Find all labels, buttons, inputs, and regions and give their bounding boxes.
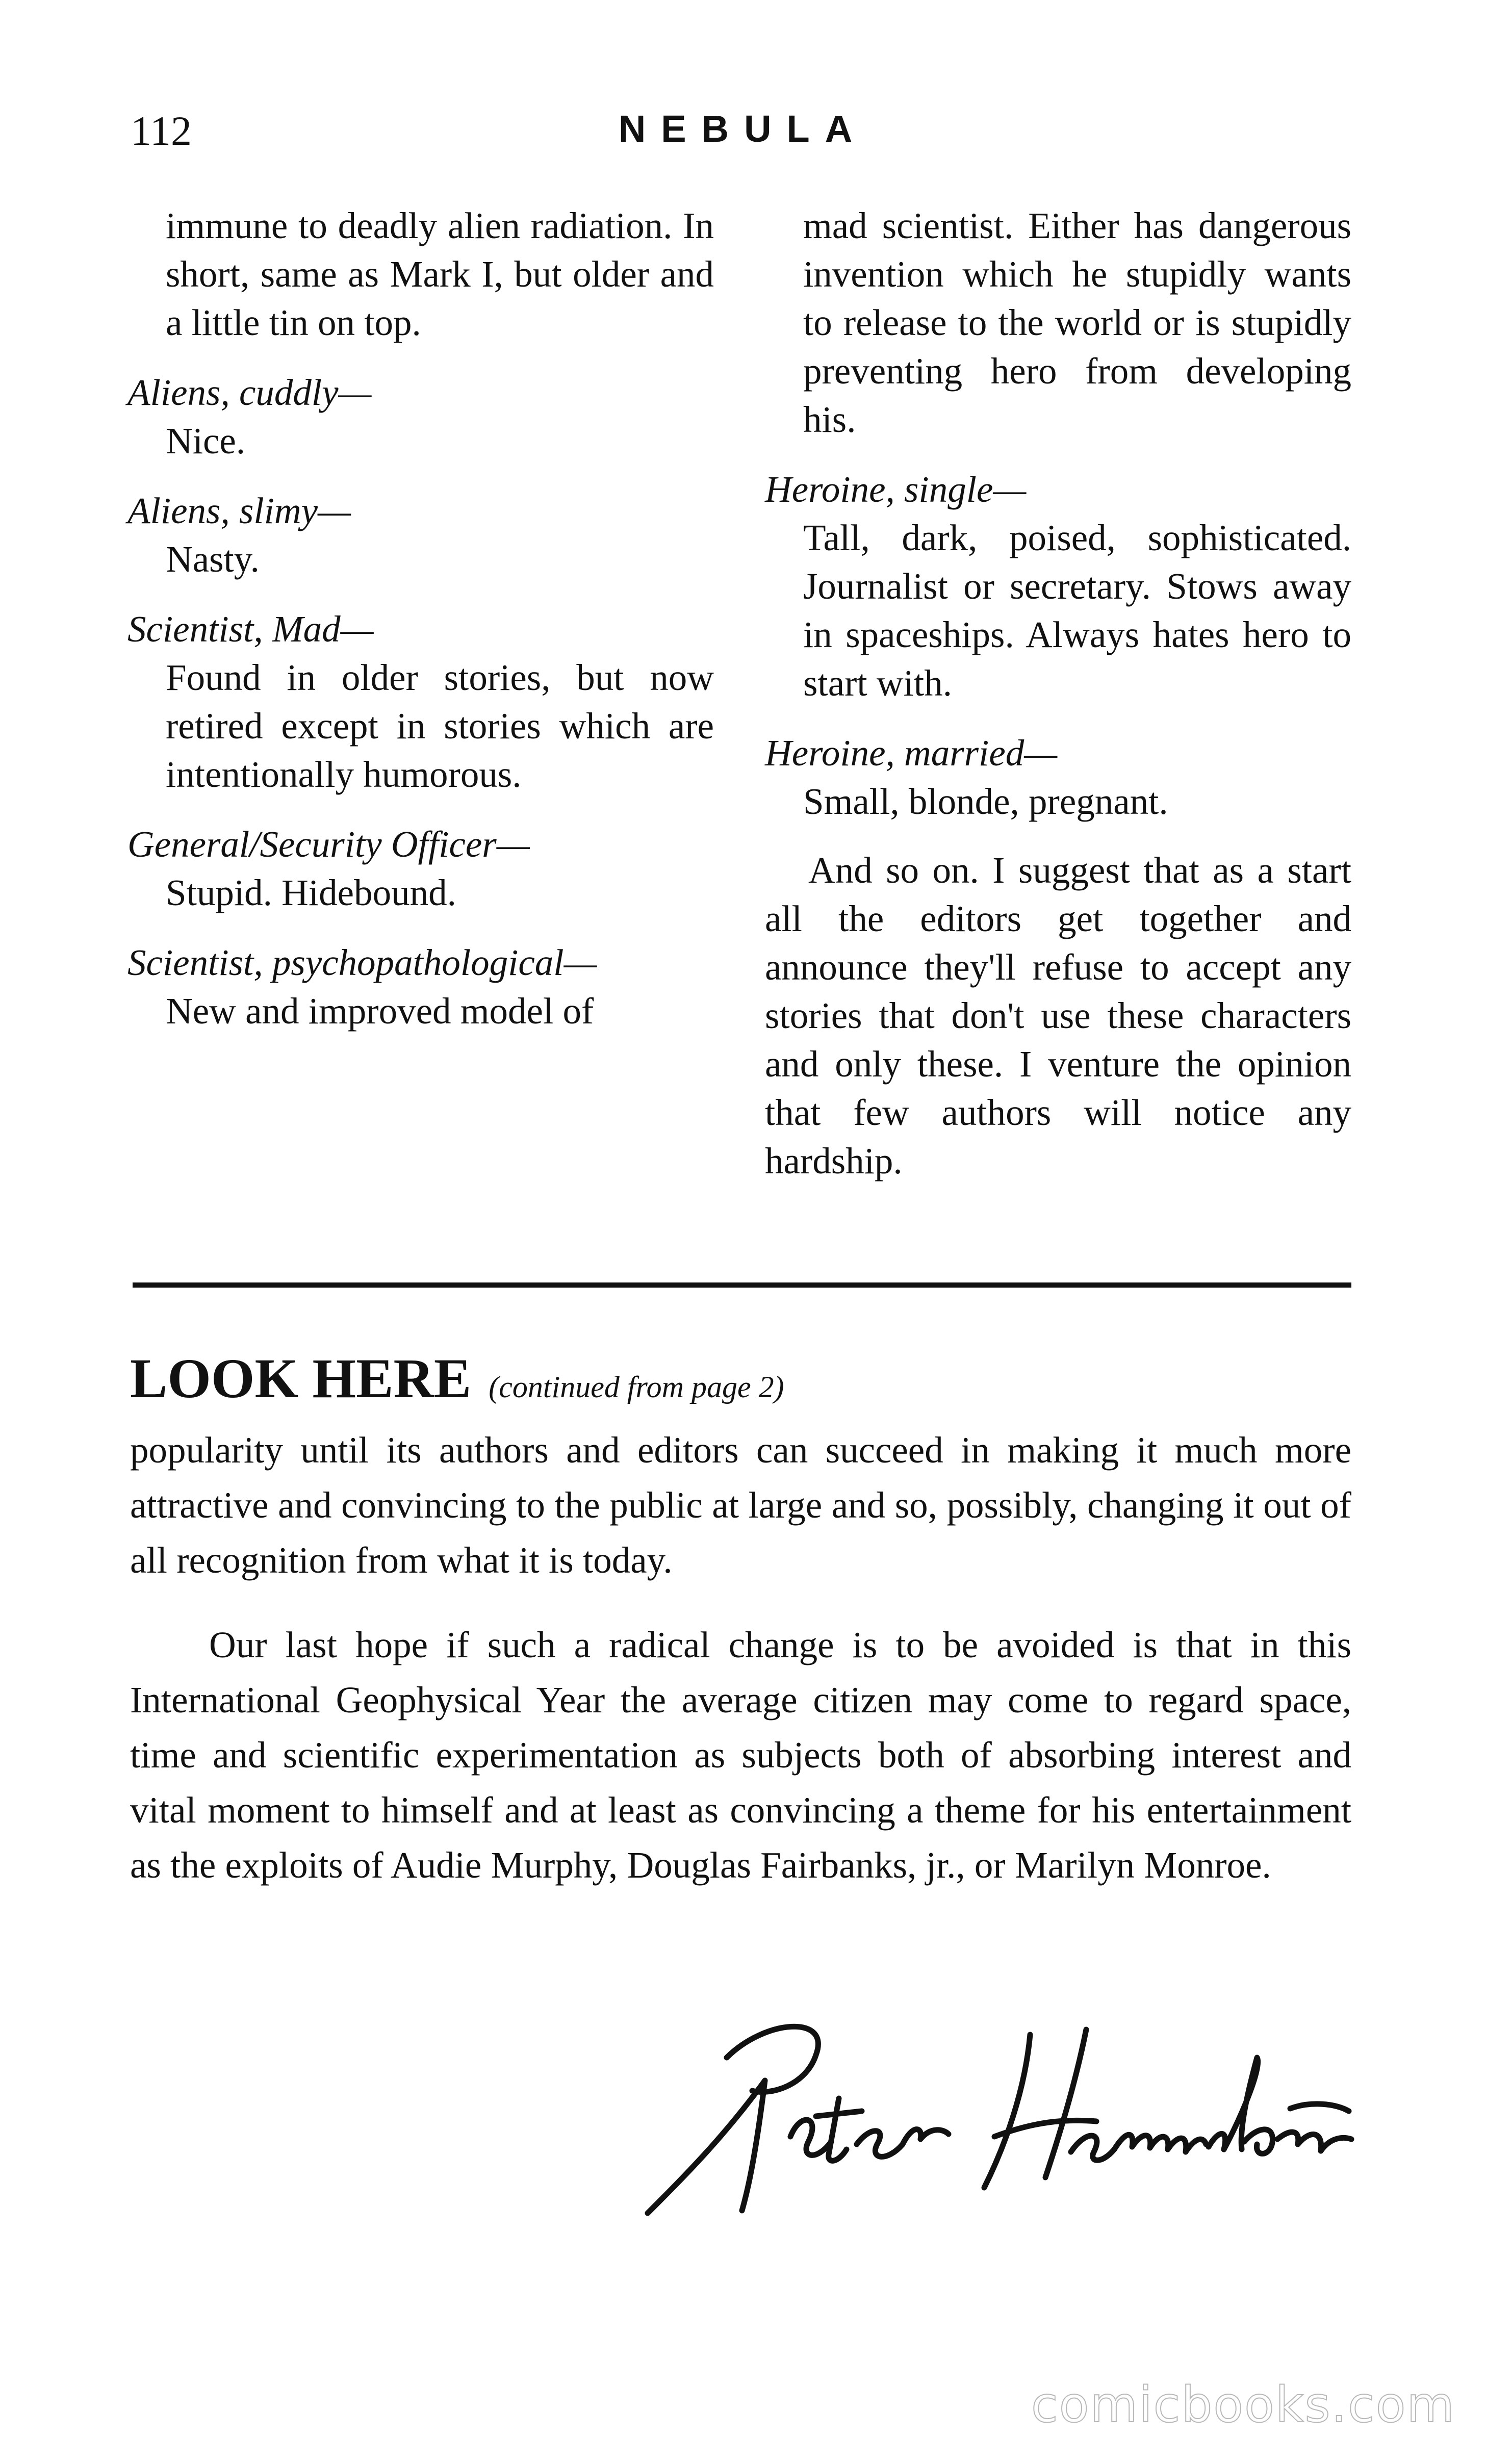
running-title: NEBULA	[618, 108, 868, 150]
right-body-5: And so on. I suggest that as a start all the editors get together and announce they'll refuse to accept any stories that don't use these characters and only these. I venture the opinion that few authors will notice any hardship.	[765, 850, 1351, 1182]
right-term-1: Heroine, single—	[765, 469, 1027, 510]
left-def-4: Nasty.	[166, 538, 260, 580]
section-divider	[133, 1282, 1351, 1288]
look-here-heading	[130, 1346, 1353, 1411]
left-term-1: Aliens, cuddly—	[127, 372, 372, 413]
look-here-title: LOOK HERE	[130, 1347, 472, 1409]
page-number: 112	[131, 108, 192, 154]
right-term-3: Heroine, married—	[765, 732, 1058, 774]
page-header	[122, 107, 1364, 163]
continued-note: (continued from page 2)	[489, 1370, 784, 1404]
signature-text: Peter Hamilton	[637, 2009, 642, 2010]
left-term-9: Scientist, psychopathological—	[127, 942, 597, 983]
left-def-8: Stupid. Hidebound.	[166, 872, 456, 913]
left-def-10: New and improved model of	[166, 990, 594, 1032]
left-term-7: General/Security Officer—	[127, 824, 530, 865]
left-column	[127, 201, 714, 1035]
left-def-6: Found in older stories, but now retired except in stories which are intentionally humorous.	[166, 657, 714, 795]
right-def-4: Small, blonde, pregnant.	[803, 781, 1168, 822]
right-column	[765, 201, 1351, 1185]
left-term-5: Scientist, Mad—	[127, 608, 374, 650]
left-def-2: Nice.	[166, 420, 246, 461]
right-def-2: Tall, dark, poised, sophisticated. Journalist or secretary. Stows away in spaceships. Always hates hero to start with.	[803, 517, 1351, 704]
watermark: comicbooks.com	[1031, 2376, 1455, 2433]
look-here-paragraph-1: popularity until its authors and editors can succeed in making it much more attractive and convincing to the public at large and so, possibly, changing it out of all recognition from what it is today.	[130, 1429, 1351, 1581]
right-def-0: mad scientist. Either has dangerous invention which he stupidly wants to release to the world or is stupidly preventing hero from developing his.	[803, 205, 1351, 440]
left-entry-0: immune to deadly alien radiation. In short, same as Mark I, but older and a little tin on top.	[166, 205, 714, 343]
left-term-3: Aliens, slimy—	[127, 490, 351, 531]
handwritten-signature-icon	[637, 2009, 1362, 2223]
look-here-paragraph-2: Our last hope if such a radical change is to be avoided is that in this International Geophysical Year the average citizen may come to regard space, time and scientific experimentation as subjects both of absorbing interest and vital moment to himself and at least as convincing a theme for his entertainment as the exploits of Audie Murphy, Douglas Fairbanks, jr., or Marilyn Monroe.	[130, 1624, 1351, 1886]
look-here-body	[130, 1423, 1351, 1893]
